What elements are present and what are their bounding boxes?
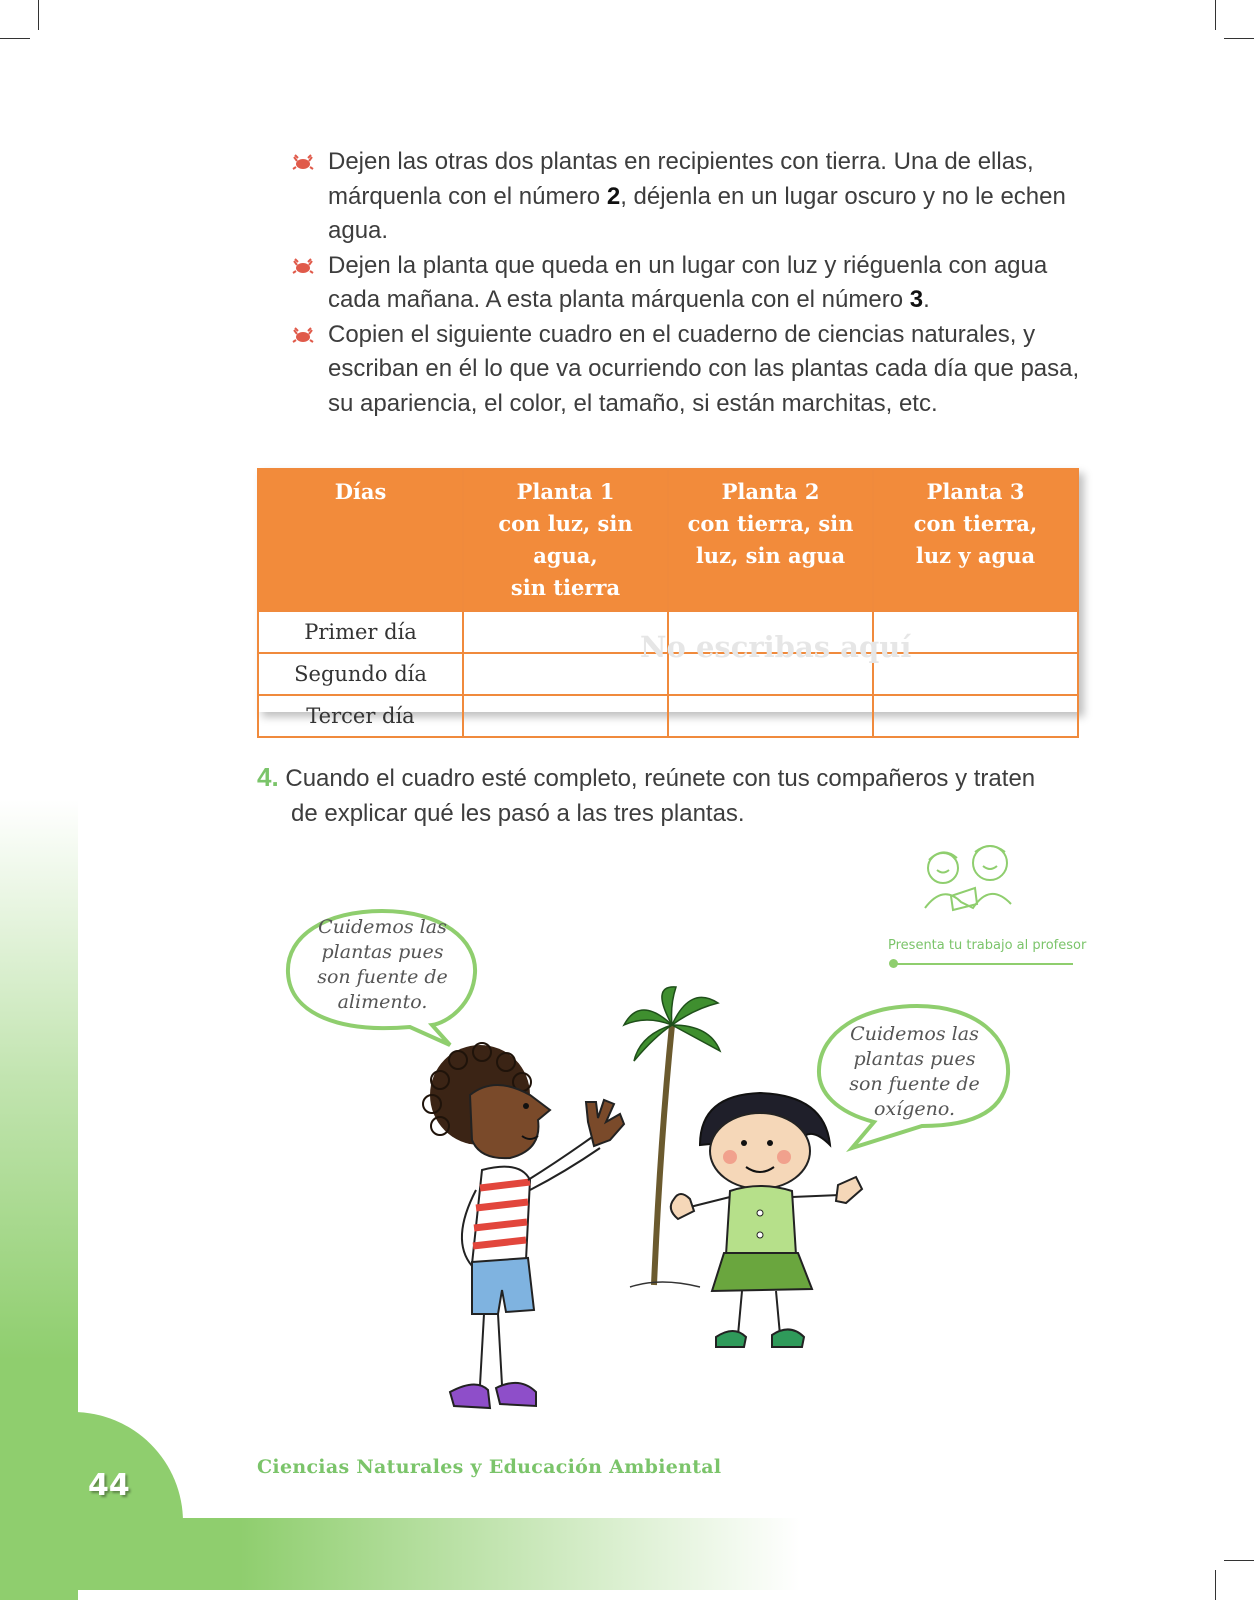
empty-cell	[463, 695, 668, 737]
row-label: Primer día	[258, 611, 463, 653]
speech-bubble-left-text	[300, 915, 465, 1015]
header-plant-3	[873, 469, 1078, 611]
divider	[893, 963, 1073, 965]
bubble-line: oxígeno.	[873, 1098, 956, 1120]
table-header-row	[258, 469, 1078, 611]
bubble-line: son fuente de	[317, 966, 448, 988]
row-label: Segundo día	[258, 653, 463, 695]
book-title: Ciencias Naturales y Educación Ambiental	[257, 1456, 722, 1478]
header-plant-2	[668, 469, 873, 611]
watermark: No escribas aquí	[640, 630, 912, 664]
bubble-line: plantas pues	[321, 941, 444, 963]
list-item	[292, 145, 1092, 249]
header-line: Planta 1	[516, 479, 615, 504]
crab-bullet-icon	[292, 326, 314, 344]
instruction-list	[292, 145, 1092, 421]
header-line: con luz, sin agua,	[498, 511, 633, 568]
empty-cell	[668, 695, 873, 737]
bubble-line: Cuidemos las	[318, 916, 447, 938]
list-item-text: .	[923, 286, 930, 313]
row-label: Tercer día	[258, 695, 463, 737]
header-line: Planta 2	[721, 479, 820, 504]
list-item-number: 3	[909, 286, 924, 313]
header-line: Días	[334, 479, 387, 504]
question-number: 4.	[257, 762, 279, 792]
divider-dot	[889, 959, 898, 968]
header-days	[258, 469, 463, 611]
question-text: Cuando el cuadro esté completo, reúnete con tus compañeros y traten	[285, 765, 1036, 792]
list-item-text: Copien el siguiente cuadro en el cuaderno de ciencias naturales, y escriban en él lo que va ocurriendo con las plantas cada día que pasa, su apariencia, el color, el tamaño, si están marchitas, etc.	[328, 320, 1080, 417]
header-line: con tierra, sin	[687, 511, 854, 536]
crop-mark	[1224, 1560, 1254, 1561]
crop-mark	[1215, 0, 1216, 30]
crab-bullet-icon	[292, 153, 314, 171]
list-item-number: 2	[606, 182, 621, 210]
list-item-text: Dejen las otras dos plantas en recipientes con tierra. Una de ellas, márquenla con el número	[328, 148, 1034, 210]
header-plant-1	[463, 469, 668, 611]
empty-cell	[463, 653, 668, 695]
bubble-line: plantas pues	[853, 1048, 976, 1070]
boy-illustration	[410, 1040, 650, 1425]
header-line: Planta 3	[926, 479, 1025, 504]
crop-mark	[1215, 1570, 1216, 1600]
present-to-teacher-label: Presenta tu trabajo al profesor	[888, 938, 1087, 953]
bubble-line: Cuidemos las	[850, 1023, 979, 1045]
empty-cell	[873, 695, 1078, 737]
header-line: con tierra,	[913, 511, 1038, 536]
list-item-text: , déjenla en un lugar oscuro y no le echen agua.	[328, 182, 1066, 244]
header-line: sin tierra	[510, 575, 621, 600]
observation-table	[257, 468, 1079, 728]
crop-mark	[0, 38, 30, 39]
header-line: luz, sin agua	[695, 543, 846, 568]
girl-illustration	[660, 1085, 890, 1365]
empty-cell	[463, 611, 668, 653]
page-number: 44	[88, 1468, 130, 1503]
header-line: luz y agua	[915, 543, 1036, 568]
list-item-text: Dejen la planta que queda en un lugar con luz y riéguenla con agua cada mañana. A esta planta márquenla con el número	[328, 251, 1048, 313]
crop-mark	[38, 0, 39, 30]
bubble-line: alimento.	[337, 991, 428, 1013]
bubble-line: son fuente de	[849, 1073, 980, 1095]
question-4	[257, 760, 1087, 831]
question-text-cont: de explicar qué les pasó a las tres plantas.	[291, 800, 745, 827]
list-item	[292, 249, 1092, 318]
kids-reading-icon	[915, 838, 1025, 916]
crop-mark	[1224, 38, 1254, 39]
list-item	[292, 318, 1092, 422]
crab-bullet-icon	[292, 257, 314, 275]
table-row	[258, 695, 1078, 737]
